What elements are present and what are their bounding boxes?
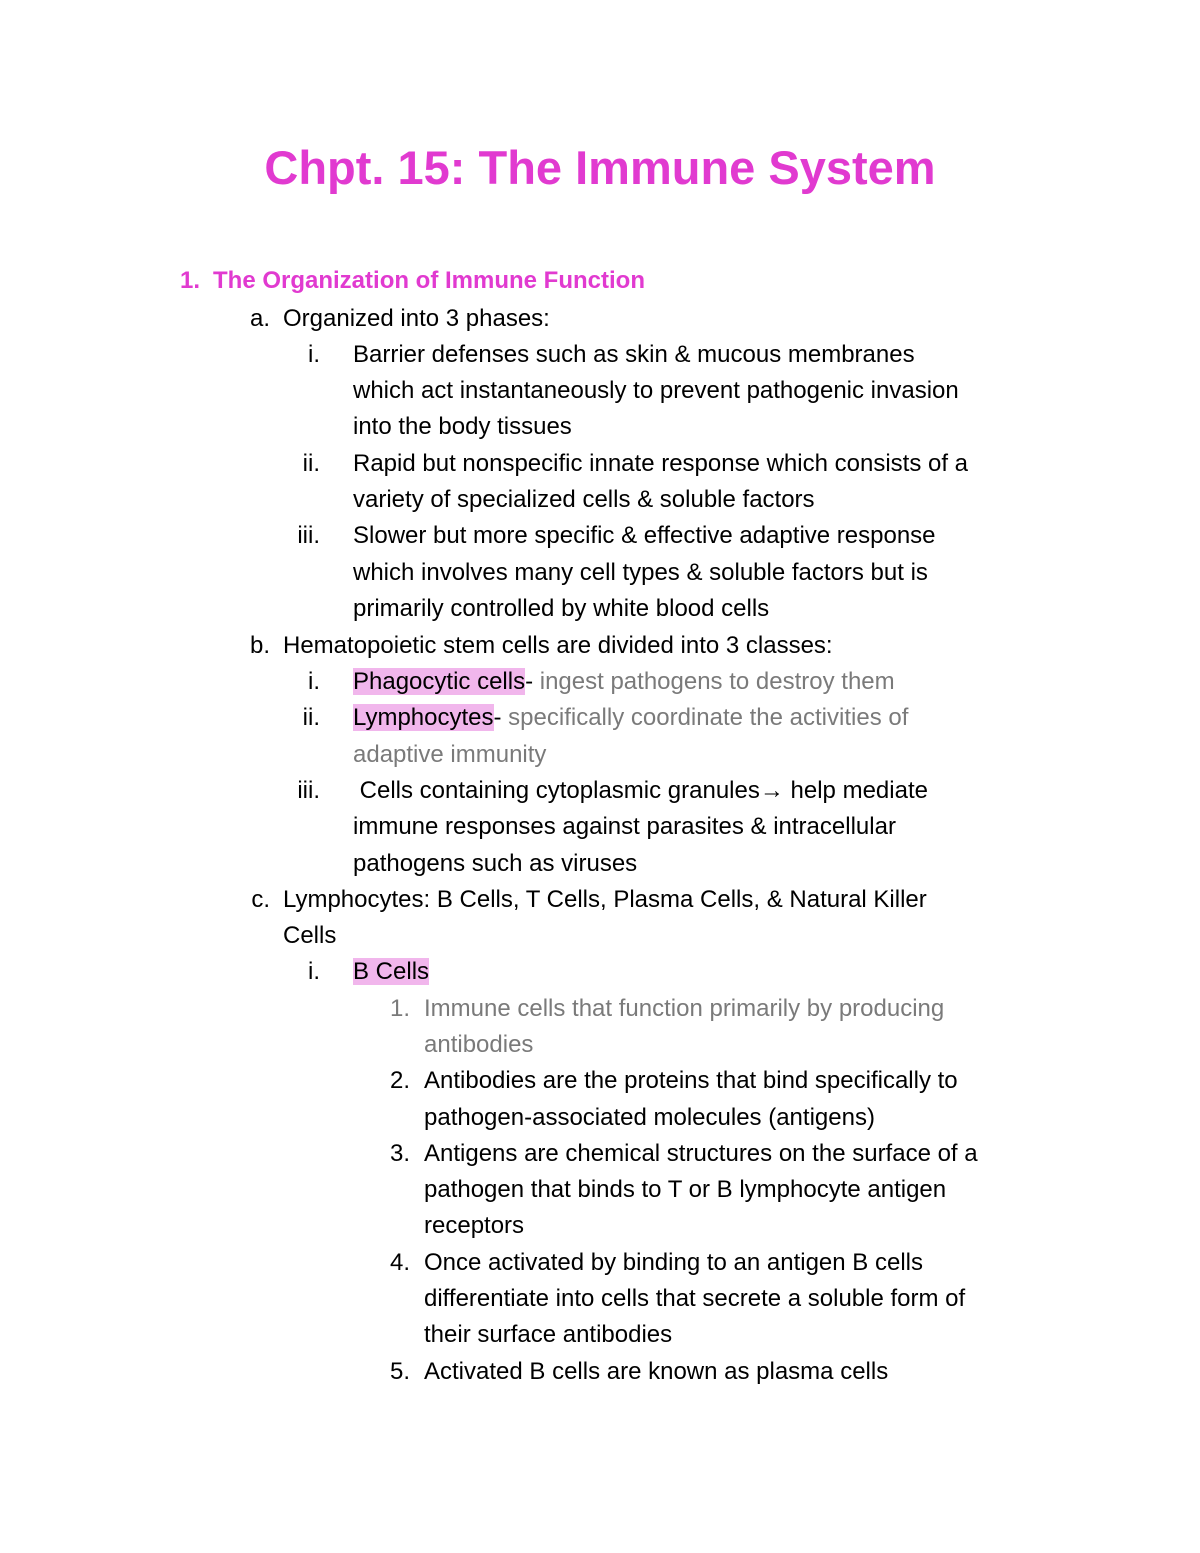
list-item-text: pathogens such as viruses xyxy=(353,850,638,877)
list-item-text: pathogen that binds to T or B lymphocyte antigen xyxy=(424,1176,947,1203)
list-item-text: variety of specialized cells & soluble factors xyxy=(353,486,815,513)
list-marker: ii. xyxy=(302,450,320,477)
section-heading: The Organization of Immune Function xyxy=(213,267,645,294)
list-marker: iii. xyxy=(297,777,320,804)
list-marker: iii. xyxy=(297,522,320,549)
list-marker: 3. xyxy=(389,1140,410,1167)
list-item-text xyxy=(353,703,908,733)
list-item-text: Lymphocytes: B Cells, T Cells, Plasma Cells, & Natural Killer xyxy=(283,886,927,913)
list-marker: ii. xyxy=(302,704,320,731)
list-item-text: differentiate into cells that secrete a soluble form of xyxy=(424,1285,966,1312)
term-definition: ingest pathogens to destroy them xyxy=(533,668,895,695)
list-marker: i. xyxy=(308,668,320,695)
section-number: 1. xyxy=(179,267,200,294)
list-item-text: which involves many cell types & soluble factors but is xyxy=(353,559,928,586)
list-item-text: pathogen-associated molecules (antigens) xyxy=(424,1104,875,1131)
list-marker: 2. xyxy=(389,1067,410,1094)
list-item-text: immune responses against parasites & intracellular xyxy=(353,813,896,840)
list-item-text: receptors xyxy=(424,1212,525,1239)
list-item-text: Rapid but nonspecific innate response which consists of a xyxy=(353,450,969,477)
list-marker: 5. xyxy=(389,1358,410,1385)
term-dash: - xyxy=(525,668,534,695)
list-item-text: Immune cells that function primarily by producing xyxy=(424,995,945,1022)
list-item-text: Antigens are chemical structures on the surface of a xyxy=(424,1140,978,1167)
list-marker: i. xyxy=(308,958,320,985)
list-marker: 1. xyxy=(389,995,410,1022)
term-dash: - xyxy=(493,704,502,731)
term-definition: specifically coordinate the activities of xyxy=(501,704,909,731)
list-item-text: Slower but more specific & effective adaptive response xyxy=(353,522,936,549)
term-definition: adaptive immunity xyxy=(353,741,547,768)
list-item-text: Barrier defenses such as skin & mucous membranes xyxy=(353,341,915,368)
list-item-text xyxy=(353,957,429,987)
highlighted-term: Phagocytic cells xyxy=(353,668,526,695)
list-item-text: their surface antibodies xyxy=(424,1321,673,1348)
list-item-text: into the body tissues xyxy=(353,413,572,440)
list-item-text: Antibodies are the proteins that bind specifically to xyxy=(424,1067,958,1094)
list-marker: c. xyxy=(251,886,270,913)
list-marker: a. xyxy=(249,305,270,332)
list-item-text: Cells xyxy=(283,922,337,949)
highlighted-term: Lymphocytes xyxy=(353,704,494,731)
list-item-text: primarily controlled by white blood cells xyxy=(353,595,770,622)
list-marker: b. xyxy=(249,632,270,659)
list-item-text xyxy=(353,667,895,697)
list-item-text: Organized into 3 phases: xyxy=(283,305,550,332)
list-item-text: Once activated by binding to an antigen B cells xyxy=(424,1249,923,1276)
list-item-text: which act instantaneously to prevent pathogenic invasion xyxy=(353,377,959,404)
list-item-text: Hematopoietic stem cells are divided into 3 classes: xyxy=(283,632,833,659)
page-title: Chpt. 15: The Immune System xyxy=(264,141,936,194)
list-item-text: antibodies xyxy=(424,1031,534,1058)
list-item-text: Cells containing cytoplasmic granules→ help mediate xyxy=(353,777,928,804)
highlighted-term: B Cells xyxy=(353,958,430,985)
list-marker: i. xyxy=(308,341,320,368)
list-item-text: Activated B cells are known as plasma cells xyxy=(424,1358,889,1385)
list-marker: 4. xyxy=(389,1249,410,1276)
